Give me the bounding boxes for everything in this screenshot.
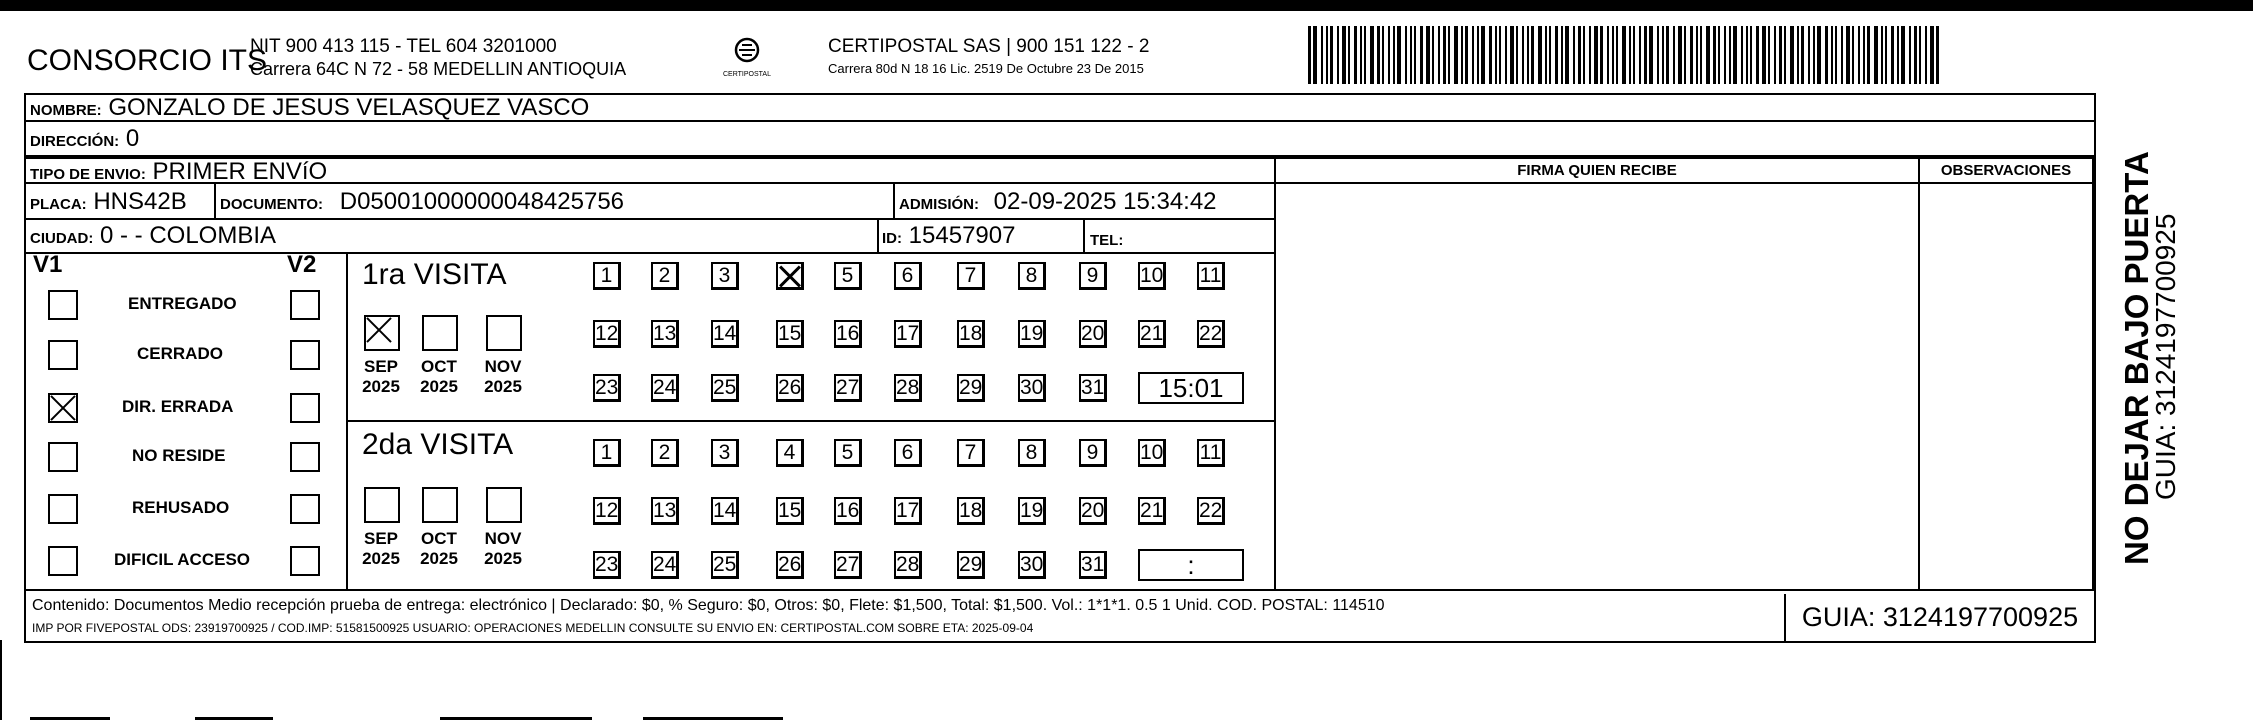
visit2-day-18[interactable]: 18 bbox=[957, 497, 985, 525]
barcode bbox=[1308, 26, 1943, 84]
direccion-label: DIRECCIÓN: bbox=[30, 133, 120, 150]
nit-line: NIT 900 413 115 - TEL 604 3201000 bbox=[250, 36, 557, 57]
documento-label: DOCUMENTO: bbox=[220, 196, 324, 213]
visit2-day-25[interactable]: 25 bbox=[711, 551, 739, 579]
placa-field bbox=[30, 188, 187, 216]
company-info bbox=[250, 36, 626, 80]
visit2-day-13[interactable]: 13 bbox=[651, 497, 679, 525]
status-checkbox-v2[interactable] bbox=[290, 340, 320, 370]
tel-field bbox=[1090, 224, 1123, 252]
month-name: NOV bbox=[484, 357, 522, 376]
admision-label: ADMISIÓN: bbox=[899, 196, 979, 213]
direccion-value: 0 bbox=[125, 125, 140, 152]
visit1-month-checkbox[interactable] bbox=[486, 315, 522, 351]
visit1-day-14[interactable]: 14 bbox=[711, 320, 739, 348]
visit2-day-24[interactable]: 24 bbox=[651, 551, 679, 579]
status-checkbox-v2[interactable] bbox=[290, 546, 320, 576]
month-year: 2025 bbox=[420, 549, 458, 568]
visit1-day-6[interactable]: 6 bbox=[894, 262, 922, 290]
visit1-month-label bbox=[414, 357, 464, 397]
v1-header: V1 bbox=[33, 251, 63, 278]
month-name: SEP bbox=[363, 529, 399, 548]
visit2-day-9[interactable]: 9 bbox=[1079, 439, 1107, 467]
visit1-day-16[interactable]: 16 bbox=[834, 320, 862, 348]
firma-header: FIRMA QUIEN RECIBE bbox=[1517, 162, 1677, 179]
status-checkbox-v2[interactable] bbox=[290, 290, 320, 320]
visit2-day-1[interactable]: 1 bbox=[593, 439, 621, 467]
status-label: NO RESIDE bbox=[132, 446, 226, 465]
status-checkbox-v2[interactable] bbox=[290, 442, 320, 472]
visit1-day-20[interactable]: 20 bbox=[1079, 320, 1107, 348]
visit2-day-21[interactable]: 21 bbox=[1138, 497, 1166, 525]
visit2-day-16[interactable]: 16 bbox=[834, 497, 862, 525]
visit2-month-checkbox[interactable] bbox=[364, 487, 400, 523]
visit1-month-checkbox[interactable] bbox=[364, 315, 400, 351]
month-name: NOV bbox=[484, 529, 522, 548]
admision-field bbox=[899, 188, 1217, 216]
visit2-day-5[interactable]: 5 bbox=[834, 439, 862, 467]
visit1-day-23[interactable]: 23 bbox=[593, 374, 621, 402]
visit1-day-5[interactable]: 5 bbox=[834, 262, 862, 290]
visit2-day-23[interactable]: 23 bbox=[593, 551, 621, 579]
tipo-value: PRIMER ENVíO bbox=[152, 158, 328, 185]
visit1-day-9[interactable]: 9 bbox=[1079, 262, 1107, 290]
visit1-day-31[interactable]: 31 bbox=[1079, 374, 1107, 402]
visit2-day-14[interactable]: 14 bbox=[711, 497, 739, 525]
status-label: DIR. ERRADA bbox=[122, 397, 234, 416]
status-label: DIFICIL ACCESO bbox=[114, 550, 251, 569]
carrier-sub: Carrera 80d N 18 16 Lic. 2519 De Octubre 23 De 2015 bbox=[828, 61, 1144, 76]
visit1-day-28[interactable]: 28 bbox=[894, 374, 922, 402]
visit1-day-8[interactable]: 8 bbox=[1018, 262, 1046, 290]
visit2-day-28[interactable]: 28 bbox=[894, 551, 922, 579]
month-name: OCT bbox=[421, 529, 457, 548]
status-checkbox-v2[interactable] bbox=[290, 494, 320, 524]
visit1-day-29[interactable]: 29 bbox=[957, 374, 985, 402]
nombre-label: NOMBRE: bbox=[30, 102, 102, 119]
visit2-day-7[interactable]: 7 bbox=[957, 439, 985, 467]
placa-label: PLACA: bbox=[30, 196, 87, 213]
visit2-day-4[interactable]: 4 bbox=[776, 439, 804, 467]
certipostal-logo bbox=[717, 33, 777, 81]
visit2-day-31[interactable]: 31 bbox=[1079, 551, 1107, 579]
carrier-info bbox=[828, 36, 1149, 80]
status-checkbox-v1[interactable] bbox=[48, 340, 78, 370]
status-label: REHUSADO bbox=[132, 498, 230, 517]
logo-text: CERTIPOSTAL bbox=[723, 71, 771, 78]
tipo-label: TIPO DE ENVIO: bbox=[30, 166, 146, 183]
visit1-day-30[interactable]: 30 bbox=[1018, 374, 1046, 402]
visit2-day-3[interactable]: 3 bbox=[711, 439, 739, 467]
status-label: CERRADO bbox=[137, 344, 223, 363]
month-year: 2025 bbox=[362, 377, 400, 396]
direccion-row bbox=[30, 125, 139, 153]
visit1-day-2[interactable]: 2 bbox=[651, 262, 679, 290]
ciudad-value: 0 - - COLOMBIA bbox=[100, 222, 277, 249]
visit2-day-10[interactable]: 10 bbox=[1138, 439, 1166, 467]
placa-value: HNS42B bbox=[93, 188, 187, 215]
visit2-day-29[interactable]: 29 bbox=[957, 551, 985, 579]
visit2-day-22[interactable]: 22 bbox=[1197, 497, 1225, 525]
visit2-day-12[interactable]: 12 bbox=[593, 497, 621, 525]
guia-number-box: GUIA: 3124197700925 bbox=[1784, 594, 2094, 641]
visit2-day-15[interactable]: 15 bbox=[776, 497, 804, 525]
visit1-time[interactable]: 15:01 bbox=[1138, 372, 1244, 404]
visit1-month-checkbox[interactable] bbox=[422, 315, 458, 351]
nombre-row bbox=[30, 94, 589, 122]
visit1-day-21[interactable]: 21 bbox=[1138, 320, 1166, 348]
visit2-title: 2da VISITA bbox=[362, 428, 514, 461]
id-field bbox=[882, 222, 1015, 250]
visit1-day-13[interactable]: 13 bbox=[651, 320, 679, 348]
visit1-day-7[interactable]: 7 bbox=[957, 262, 985, 290]
ciudad-field bbox=[30, 222, 276, 250]
id-value: 15457907 bbox=[908, 222, 1016, 249]
visit1-day-4[interactable] bbox=[776, 262, 804, 290]
page-edge bbox=[0, 640, 2, 720]
top-edge-bar bbox=[0, 0, 2253, 11]
status-label: ENTREGADO bbox=[128, 294, 237, 313]
documento-value: D05001000000048425756 bbox=[339, 188, 625, 215]
visit1-day-1[interactable]: 1 bbox=[593, 262, 621, 290]
address-line: Carrera 64C N 72 - 58 MEDELLIN ANTIOQUIA bbox=[250, 59, 627, 79]
side-guia: GUIA: 3124197700925 bbox=[2150, 213, 2181, 500]
status-checkbox-v1[interactable] bbox=[48, 546, 78, 576]
month-name: OCT bbox=[421, 357, 457, 376]
observaciones-header: OBSERVACIONES bbox=[1940, 162, 2072, 179]
visit1-day-24[interactable]: 24 bbox=[651, 374, 679, 402]
visit1-day-26[interactable]: 26 bbox=[776, 374, 804, 402]
month-year: 2025 bbox=[484, 377, 522, 396]
visit2-day-19[interactable]: 19 bbox=[1018, 497, 1046, 525]
visit1-day-27[interactable]: 27 bbox=[834, 374, 862, 402]
visit2-month-checkbox[interactable] bbox=[486, 487, 522, 523]
visit1-day-22[interactable]: 22 bbox=[1197, 320, 1225, 348]
status-checkbox-v1[interactable] bbox=[48, 442, 78, 472]
visit2-day-2[interactable]: 2 bbox=[651, 439, 679, 467]
ciudad-label: CIUDAD: bbox=[30, 230, 94, 247]
visit1-day-19[interactable]: 19 bbox=[1018, 320, 1046, 348]
visit1-title: 1ra VISITA bbox=[362, 258, 507, 291]
month-year: 2025 bbox=[484, 549, 522, 568]
content-summary: Contenido: Documentos Medio recepción prueba de entrega: electrónico | Declarado: $0, % Seguro: $0, Otros: $0, Flete: $1,500, Total: $1,500. Vol.: 1*1*1. 0.5 1 Unid. COD. POSTAL: 114510 bbox=[32, 597, 1385, 614]
visit2-day-26[interactable]: 26 bbox=[776, 551, 804, 579]
visit2-month-checkbox[interactable] bbox=[422, 487, 458, 523]
visit2-day-8[interactable]: 8 bbox=[1018, 439, 1046, 467]
visit2-day-11[interactable]: 11 bbox=[1197, 439, 1225, 467]
company-name: CONSORCIO ITS bbox=[27, 44, 268, 77]
status-checkbox-v1[interactable] bbox=[48, 290, 78, 320]
visit2-month-label bbox=[356, 529, 406, 569]
admision-value: 02-09-2025 15:34:42 bbox=[993, 188, 1217, 215]
visit2-time[interactable]: : bbox=[1138, 549, 1244, 581]
v2-header: V2 bbox=[287, 251, 317, 278]
visit2-day-6[interactable]: 6 bbox=[894, 439, 922, 467]
visit1-day-11[interactable]: 11 bbox=[1197, 262, 1225, 290]
visit2-day-17[interactable]: 17 bbox=[894, 497, 922, 525]
print-info: IMP POR FIVEPOSTAL ODS: 23919700925 / COD.IMP: 51581500925 USUARIO: OPERACIONES MEDELLIN CONSULTE SU ENVIO EN: CERTIPOSTAL.COM SOBRE ETA: 2025-09-04 bbox=[32, 621, 1034, 635]
visit1-day-18[interactable]: 18 bbox=[957, 320, 985, 348]
status-checkbox-v2[interactable] bbox=[290, 393, 320, 423]
carrier-line: CERTIPOSTAL SAS | 900 151 122 - 2 bbox=[828, 36, 1150, 57]
visit1-day-17[interactable]: 17 bbox=[894, 320, 922, 348]
visit2-day-20[interactable]: 20 bbox=[1079, 497, 1107, 525]
visit1-month-label bbox=[478, 357, 528, 397]
tel-label: TEL: bbox=[1090, 232, 1124, 249]
status-checkbox-v1[interactable] bbox=[48, 494, 78, 524]
visit1-day-25[interactable]: 25 bbox=[711, 374, 739, 402]
nombre-value: GONZALO DE JESUS VELASQUEZ VASCO bbox=[108, 94, 590, 121]
documento-field bbox=[220, 188, 624, 216]
visit2-month-label bbox=[478, 529, 528, 569]
id-label: ID: bbox=[882, 230, 902, 247]
month-name: SEP bbox=[363, 357, 399, 376]
visit1-month-label bbox=[356, 357, 406, 397]
month-year: 2025 bbox=[362, 549, 400, 568]
status-checkbox-v1[interactable] bbox=[48, 393, 78, 423]
visit2-day-27[interactable]: 27 bbox=[834, 551, 862, 579]
visit2-day-30[interactable]: 30 bbox=[1018, 551, 1046, 579]
visit1-day-12[interactable]: 12 bbox=[593, 320, 621, 348]
visit1-day-10[interactable]: 10 bbox=[1138, 262, 1166, 290]
month-year: 2025 bbox=[420, 377, 458, 396]
tipo-row bbox=[30, 158, 327, 186]
visit2-month-label bbox=[414, 529, 464, 569]
visit1-day-15[interactable]: 15 bbox=[776, 320, 804, 348]
visit1-day-3[interactable]: 3 bbox=[711, 262, 739, 290]
side-warning: NO DEJAR BAJO PUERTA bbox=[2118, 151, 2155, 565]
